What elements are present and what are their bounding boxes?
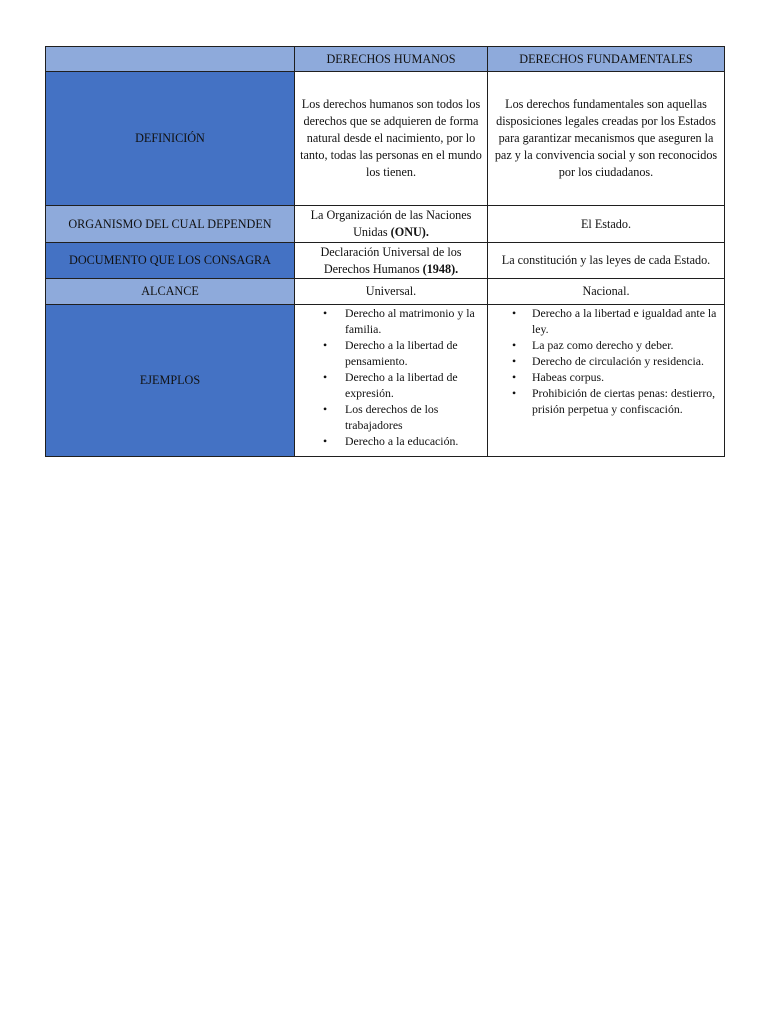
- row-header-organismo: ORGANISMO DEL CUAL DEPENDEN: [46, 206, 295, 243]
- list-item: [488, 337, 722, 353]
- column-header-derechos-humanos: DERECHOS HUMANOS: [295, 47, 488, 72]
- cell-definicion-humanos: Los derechos humanos son todos los derechos que se adquieren de forma natural desde el nacimiento, por lo tanto, todas las personas en el mundo los tienen.: [295, 72, 488, 206]
- list-item-text: Derecho a la educación.: [345, 434, 459, 448]
- table-row-ejemplos: [46, 305, 725, 457]
- list-item: [488, 369, 722, 385]
- cell-alcance-fundamentales: Nacional.: [488, 279, 725, 305]
- list-item-text: Derecho al matrimonio y la familia.: [345, 306, 475, 336]
- row-header-alcance: ALCANCE: [46, 279, 295, 305]
- cell-organismo-humanos-bold: (ONU).: [390, 225, 429, 239]
- table-row-alcance: [46, 279, 725, 305]
- column-header-derechos-fundamentales: DERECHOS FUNDAMENTALES: [488, 47, 725, 72]
- list-item-text: Derecho a la libertad de pensamiento.: [345, 338, 458, 368]
- cell-alcance-humanos: Universal.: [295, 279, 488, 305]
- corner-cell: [46, 47, 295, 72]
- bullet-icon: •: [512, 354, 517, 368]
- bullet-icon: •: [323, 338, 328, 352]
- cell-organismo-fundamentales: El Estado.: [488, 206, 725, 243]
- list-item-text: Derecho a la libertad de expresión.: [345, 370, 458, 400]
- table-row-documento: [46, 243, 725, 279]
- cell-organismo-humanos: [295, 206, 488, 243]
- list-item: [488, 305, 722, 337]
- cell-definicion-fundamentales: Los derechos fundamentales son aquellas disposiciones legales creadas por los Estados para garantizar mecanismos que aseguren la paz y la convivencia social y son reconocidos por los ciudadanos.: [488, 72, 725, 206]
- comparison-table: [45, 46, 725, 457]
- list-item: [295, 305, 485, 337]
- cell-ejemplos-fundamentales: [488, 305, 725, 457]
- list-item-text: Habeas corpus.: [532, 370, 605, 384]
- row-header-definicion: DEFINICIÓN: [46, 72, 295, 206]
- row-header-ejemplos: EJEMPLOS: [46, 305, 295, 457]
- list-item: [488, 385, 722, 417]
- bullet-icon: •: [323, 370, 328, 384]
- table-row-organismo: [46, 206, 725, 243]
- bullet-icon: •: [323, 434, 328, 448]
- bullet-icon: •: [512, 386, 517, 400]
- bullet-icon: •: [512, 338, 517, 352]
- list-item-text: Prohibición de ciertas penas: destierro, prisión perpetua y confiscación.: [532, 386, 716, 416]
- list-item: [295, 337, 485, 369]
- examples-list-humanos: [295, 305, 485, 449]
- list-item: [488, 353, 722, 369]
- cell-ejemplos-humanos: [295, 305, 488, 457]
- list-item: [295, 369, 485, 401]
- examples-list-fundamentales: [488, 305, 722, 417]
- list-item-text: Los derechos de los trabajadores: [345, 402, 439, 432]
- bullet-icon: •: [512, 306, 517, 320]
- cell-documento-fundamentales: La constitución y las leyes de cada Estado.: [488, 243, 725, 279]
- list-item: [295, 433, 485, 449]
- table-row-definicion: [46, 72, 725, 206]
- list-item-text: Derecho a la libertad e igualdad ante la ley.: [532, 306, 717, 336]
- list-item: [295, 401, 485, 433]
- row-header-documento: DOCUMENTO QUE LOS CONSAGRA: [46, 243, 295, 279]
- header-row: [46, 47, 725, 72]
- cell-documento-humanos-bold: (1948).: [422, 261, 459, 276]
- list-item-text: Derecho de circulación y residencia.: [532, 354, 704, 368]
- cell-documento-humanos-text: Declaración Universal de los Derechos Humanos: [320, 244, 462, 276]
- bullet-icon: •: [323, 402, 328, 416]
- cell-documento-humanos: [295, 243, 488, 279]
- bullet-icon: •: [323, 306, 328, 320]
- cell-organismo-humanos-text: La Organización de las Naciones Unidas: [310, 208, 472, 239]
- bullet-icon: •: [512, 370, 517, 384]
- list-item-text: La paz como derecho y deber.: [532, 338, 674, 352]
